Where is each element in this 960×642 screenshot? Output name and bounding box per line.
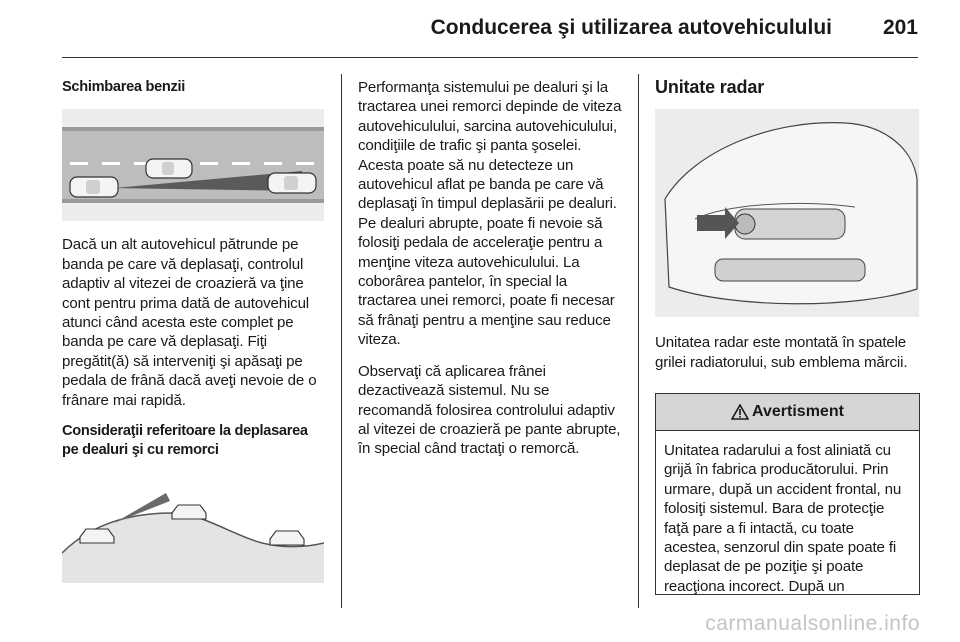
column-divider xyxy=(341,74,342,608)
header-divider xyxy=(62,57,918,58)
column-right xyxy=(655,78,920,384)
warning-text: Unitatea radarului a fost aliniată cu grijă în fabrica producătorului. Prin urmare, după un accident frontal, nu folosiţi sistemul. Bara de protecţie faţă pare a fi intactă, cu toate acestea, senzorul din spate poate fi deplasat de pe poziţie şi poate reacţiona incorect. După un xyxy=(664,442,902,595)
section-heading-lane-change: Schimbarea benzii xyxy=(62,79,186,95)
hills-paragraph-1: Performanţa sistemului pe dealuri şi la tractarea unei remorci depinde de viteza autovehiculului, sarcina autovehiculului, condiţiile de trafic şi panta şoselei. Acesta poate să nu detecteze un autovehicul aflat pe banda pe care vă deplasaţi în timpul deplasării pe dealuri. Pe dealuri abrupte, poate fi nevoie să folosiţi pedala de acceleraţie pentru a menţine viteza autovehiculului. La coborârea pantelor, în special la tractarea unei remorci, poate fi necesar să frânaţi pentru a menţine sau reduce viteza. xyxy=(358,79,622,349)
watermark-text: carmanualsonline.info xyxy=(705,612,920,635)
column-left xyxy=(62,78,326,583)
radar-unit-illustration xyxy=(655,109,919,317)
column-middle xyxy=(358,78,622,471)
lane-change-illustration xyxy=(62,109,324,221)
warning-header xyxy=(656,394,919,431)
radar-unit-paragraph: Unitatea radar este montată în spatele grilei radiatorului, sub emblema mărcii. xyxy=(655,334,908,371)
page-number: 201 xyxy=(882,16,918,39)
warning-triangle-icon xyxy=(731,404,749,420)
hills-paragraph-2: Observaţi că aplicarea frânei dezactivează sistemul. Nu se recomandă folosirea controlului adaptiv al vitezei de croazieră pe pante abrupte, în special când tractaţi o remorcă. xyxy=(358,362,621,458)
section-heading-radar-unit: Unitate radar xyxy=(655,77,765,97)
warning-box xyxy=(655,393,920,595)
column-divider xyxy=(638,74,639,608)
lane-change-paragraph: Dacă un alt autovehicul pătrunde pe banda pe care vă deplasaţi, controlul adaptiv al vitezei de croazieră va ţine cont pentru prima dată de autovehicul atunci când acesta este complet pe banda pe care vă deplasaţi. Fiţi pregătit(ă) să interveniţi şi apăsaţi pe pedala de frână dacă aveţi nevoie de o frânare mai rapidă. xyxy=(62,236,317,409)
warning-title: Avertisment xyxy=(752,403,844,420)
subheading-hills-trailers: Consideraţii referitoare la deplasarea pe dealuri şi cu remorci xyxy=(62,423,308,459)
hill-driving-illustration xyxy=(62,473,324,583)
page-header-title: Conducerea şi utilizarea autovehiculului xyxy=(430,16,832,39)
